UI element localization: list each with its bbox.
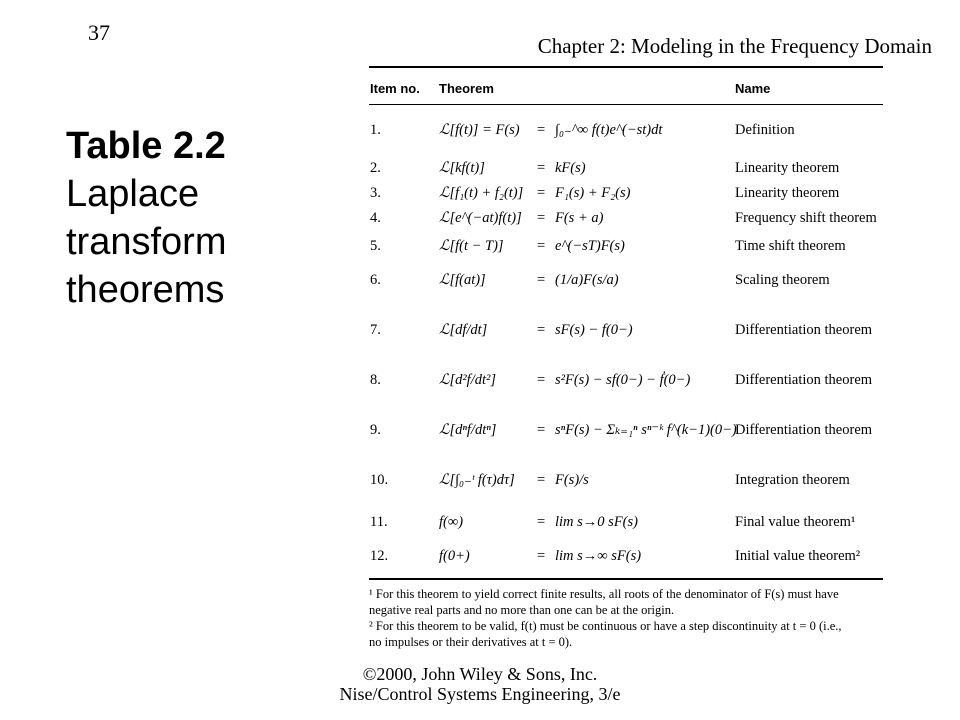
theorem-name: Final value theorem¹ [735,514,856,530]
theorem-name: Differentiation theorem [735,322,873,338]
theorem-equals: = [537,160,546,176]
theorem-name: Linearity theorem [735,185,840,201]
theorem-rhs: F₁(s) + F₂(s) [555,185,631,201]
item-number: 2. [370,160,381,176]
table-footnotes [369,586,883,650]
theorem-equals: = [537,322,546,338]
theorem-name: Frequency shift theorem [735,210,877,226]
item-number: 8. [370,372,381,388]
header-theorem: Theorem [439,81,494,96]
theorem-rhs: ∫₀₋^∞ f(t)e^(−st)dt [555,122,663,138]
theorem-lhs: ℒ[f(t)] = F(s) [439,122,520,138]
item-number: 12. [370,548,389,564]
theorem-name: Definition [735,122,795,138]
theorem-lhs: ℒ[kf(t)] [439,160,485,176]
item-number: 1. [370,122,381,138]
theorem-lhs: ℒ[f(t − T)] [439,238,504,254]
theorem-equals: = [537,272,546,288]
theorem-equals: = [537,472,546,488]
item-number: 7. [370,322,381,338]
theorem-lhs: f(∞) [439,514,464,530]
theorem-rhs: e^(−sT)F(s) [555,238,625,254]
item-number: 11. [370,514,388,530]
theorem-rhs: s²F(s) − sf(0−) − ḟ(0−) [555,372,691,388]
theorem-equals: = [537,372,546,388]
theorem-lhs: ℒ[f(at)] [439,272,486,288]
theorem-rhs: lim s→0 sF(s) [555,514,638,530]
theorem-lhs: ℒ[∫₀₋ᵗ f(τ)dτ] [439,472,515,488]
footnote-line: negative real parts and no more than one can be at the origin. [369,603,675,617]
table-heading-number: Table 2.2 [66,125,226,167]
table-rule-bottom [369,578,883,580]
item-number: 6. [370,272,381,288]
table-heading-line: transform [66,221,227,263]
theorem-equals: = [537,514,546,530]
item-number: 9. [370,422,381,438]
table-rule-header [369,104,883,105]
theorem-name: Differentiation theorem [735,422,873,438]
theorem-lhs: ℒ[df/dt] [439,322,488,338]
theorem-lhs: ℒ[f₁(t) + f₂(t)] [439,185,524,201]
theorem-rhs: lim s→∞ sF(s) [555,548,642,564]
footnote-line: no impulses or their derivatives at t = 0). [369,635,573,649]
item-number: 4. [370,210,381,226]
theorem-name: Time shift theorem [735,238,846,254]
chapter-title: Chapter 2: Modeling in the Frequency Domain [537,34,932,58]
theorem-lhs: ℒ[dⁿf/dtⁿ] [439,422,497,438]
theorem-lhs: ℒ[d²f/dt²] [439,372,497,388]
item-number: 10. [370,472,389,488]
theorem-name: Differentiation theorem [735,372,873,388]
theorem-name: Linearity theorem [735,160,840,176]
table-heading-line: theorems [66,269,225,311]
theorem-equals: = [537,422,546,438]
header-item-no: Item no. [370,81,420,96]
slide-number: 37 [88,20,110,45]
theorem-name: Initial value theorem² [735,548,861,564]
theorem-lhs: ℒ[e^(−at)f(t)] [439,210,522,226]
footnote-line: ² For this theorem to be valid, f(t) must be continuous or have a step discontinuity at t = 0 (i.e., [369,619,842,633]
footer-copyright: ©2000, John Wiley & Sons, Inc. [362,664,598,684]
theorem-name: Scaling theorem [735,272,830,288]
header-name: Name [735,81,771,96]
theorem-lhs: f(0+) [439,548,470,564]
theorem-equals: = [537,122,546,138]
footnote-line: ¹ For this theorem to yield correct finite results, all roots of the denominator of F(s) must have [369,587,839,601]
theorem-rhs: F(s)/s [555,472,589,488]
theorem-equals: = [537,210,546,226]
table-heading [66,122,266,314]
theorem-rhs: (1/a)F(s/a) [555,272,619,288]
theorem-equals: = [537,548,546,564]
theorem-equals: = [537,238,546,254]
theorem-name: Integration theorem [735,472,850,488]
table-heading-line: Laplace [66,173,200,215]
footer-book-title: Nise/Control Systems Engineering, 3/e [339,684,621,704]
item-number: 5. [370,238,381,254]
theorem-rhs: kF(s) [555,160,586,176]
theorem-rhs: sⁿF(s) − Σₖ₌₁ⁿ sⁿ⁻ᵏ f^(k−1)(0−) [555,422,737,438]
theorem-rhs: F(s + a) [555,210,604,226]
item-number: 3. [370,185,381,201]
table-rule-top [369,66,883,68]
theorem-equals: = [537,185,546,201]
theorem-rhs: sF(s) − f(0−) [555,322,633,338]
